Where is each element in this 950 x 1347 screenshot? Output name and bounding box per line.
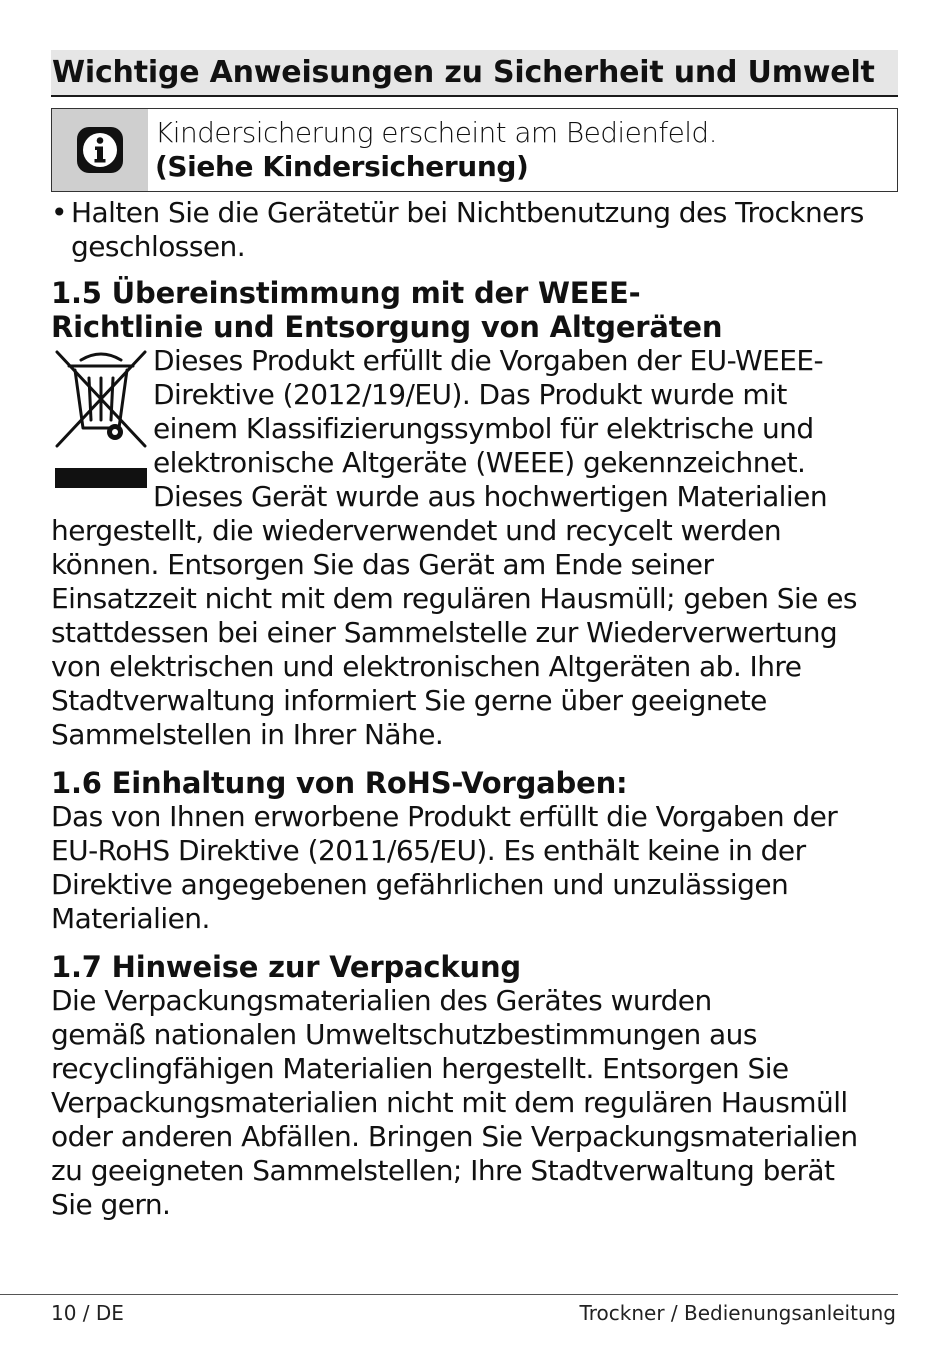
- weee-line: können. Entsorgen Sie das Gerät am Ende seiner: [51, 548, 714, 581]
- packaging-paragraph: [51, 984, 898, 1222]
- page-title: Wichtige Anweisungen zu Sicherheit und Umwelt: [52, 55, 875, 90]
- weee-line: hergestellt, die wiederverwendet und recycelt werden: [51, 514, 782, 547]
- heading-line: 1.5 Übereinstimmung mit der WEEE-: [51, 276, 641, 310]
- section-heading-rohs: 1.6 Einhaltung von RoHS-Vorgaben:: [51, 766, 628, 800]
- bullet-dot: •: [51, 196, 67, 229]
- bullet-text: [71, 196, 864, 264]
- weee-line: Stadtverwaltung informiert Sie gerne über geeignete: [51, 684, 767, 717]
- rohs-line: Direktive angegebenen gefährlichen und unzulässigen: [51, 868, 789, 901]
- info-note-box: [51, 108, 898, 192]
- heading-line: Richtlinie und Entsorgung von Altgeräten: [51, 310, 723, 344]
- info-icon-cell: [52, 109, 148, 191]
- section-heading-packaging: 1.7 Hinweise zur Verpackung: [51, 950, 521, 984]
- weee-line: stattdessen bei einer Sammelstelle zur Wiederverwertung: [51, 616, 838, 649]
- packaging-line: recyclingfähigen Materialien hergestellt. Entsorgen Sie: [51, 1052, 789, 1085]
- packaging-line: Die Verpackungsmaterialien des Gerätes wurden: [51, 984, 712, 1017]
- document-title: Trockner / Bedienungsanleitung: [579, 1301, 896, 1325]
- rohs-line: Materialien.: [51, 902, 210, 935]
- rohs-line: EU-RoHS Direktive (2011/65/EU). Es enthält keine in der: [51, 834, 806, 867]
- info-icon: [76, 126, 124, 174]
- info-note-line: Kindersicherung erscheint am Bedienfeld.: [155, 116, 717, 149]
- section-heading-weee: [51, 276, 898, 344]
- rohs-paragraph: [51, 800, 898, 936]
- packaging-line: Verpackungsmaterialien nicht mit dem regulären Hausmüll: [51, 1086, 848, 1119]
- weee-paragraph: [51, 344, 898, 752]
- packaging-line: zu geeigneten Sammelstellen; Ihre Stadtverwaltung berät: [51, 1154, 835, 1187]
- weee-line: einem Klassifizierungssymbol für elektrische und: [153, 412, 814, 445]
- bullet-item: [51, 196, 898, 264]
- bullet-line: geschlossen.: [71, 230, 246, 263]
- packaging-line: oder anderen Abfällen. Bringen Sie Verpackungsmaterialien: [51, 1120, 858, 1153]
- bullet-line: Halten Sie die Gerätetür bei Nichtbenutzung des Trockners: [71, 196, 864, 229]
- weee-line: Dieses Gerät wurde aus hochwertigen Materialien: [153, 480, 828, 513]
- crossed-bin-weee-icon: [51, 344, 151, 494]
- weee-line: Direktive (2012/19/EU). Das Produkt wurde mit: [153, 378, 787, 411]
- weee-line: Dieses Produkt erfüllt die Vorgaben der EU-WEEE-: [153, 344, 824, 377]
- packaging-line: Sie gern.: [51, 1188, 171, 1221]
- rohs-line: Das von Ihnen erworbene Produkt erfüllt die Vorgaben der: [51, 800, 838, 833]
- page-content: [51, 50, 898, 1222]
- info-note-text: [148, 109, 717, 191]
- weee-line: elektronische Altgeräte (WEEE) gekennzeichnet.: [153, 446, 806, 479]
- footer-divider: [0, 1294, 898, 1295]
- info-note-reference: (Siehe Kindersicherung): [155, 150, 529, 183]
- page-number: 10 / DE: [51, 1301, 124, 1325]
- weee-line: Sammelstellen in Ihrer Nähe.: [51, 718, 444, 751]
- weee-line: von elektrischen und elektronischen Altgeräten ab. Ihre: [51, 650, 802, 683]
- section-header: [51, 50, 898, 97]
- packaging-line: gemäß nationalen Umweltschutzbestimmungen aus: [51, 1018, 757, 1051]
- weee-line: Einsatzzeit nicht mit dem regulären Hausmüll; geben Sie es: [51, 582, 857, 615]
